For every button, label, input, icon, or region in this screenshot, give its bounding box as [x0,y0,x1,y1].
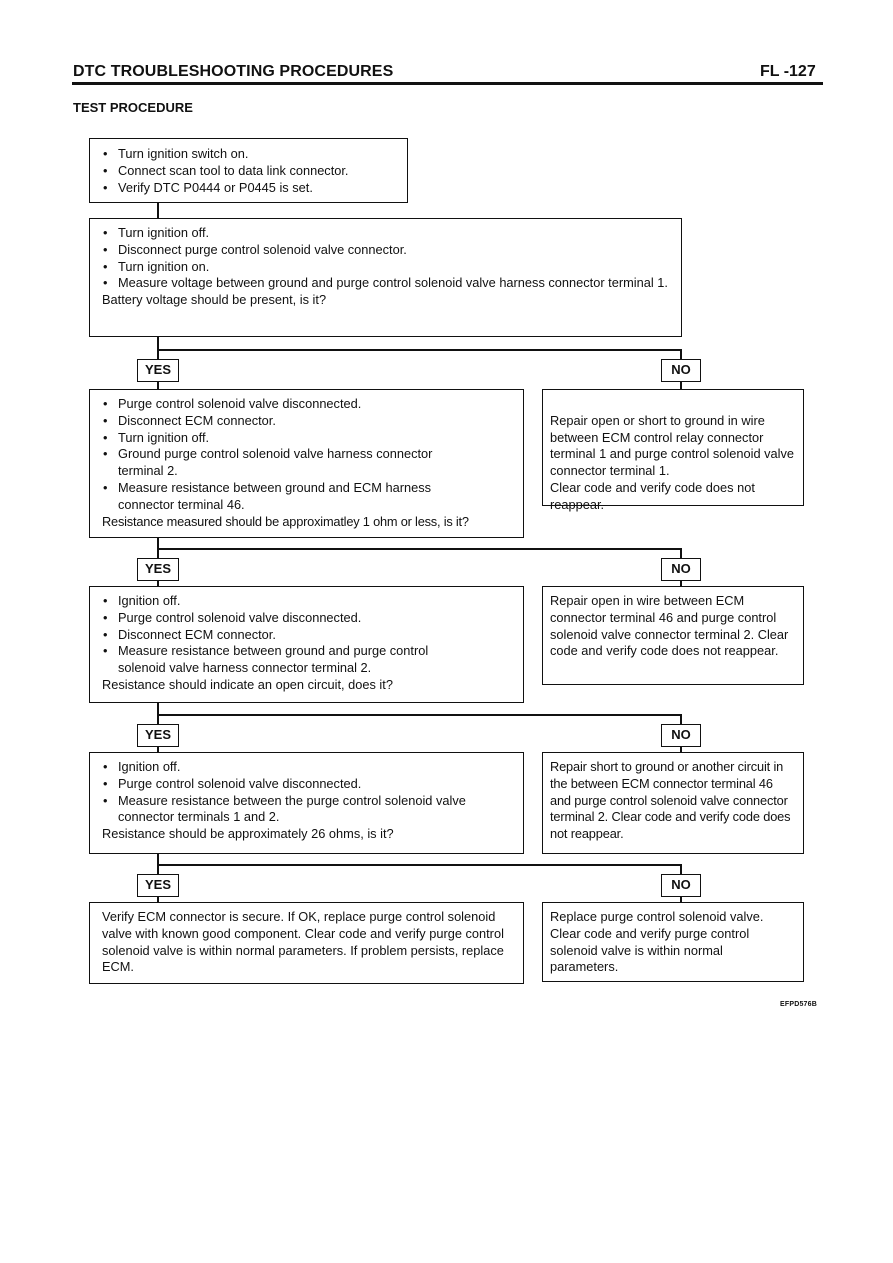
list-item: • Measure resistance between ground and ECM harness connector terminal 46. [102,480,463,514]
step2-question: Resistance measured should be approximatley 1 ohm or less, is it? [102,513,469,529]
no-label: NO [661,724,701,747]
final-yes-action: Verify ECM connector is secure. If OK, replace purge control solenoid valve with known good component. Clear code and verify purge control solenoid valve is within normal parameters. If problem persists, replace ECM. [102,909,504,975]
step2-box [89,389,524,538]
step4-no-action: Repair short to ground or another circuit in the between ECM connector terminal 46 and purge control solenoid valve connector terminal 2. Clear code and verify code does not reappear. [550,759,791,842]
step4-question: Resistance should be approximately 26 ohms, is it? [102,826,394,842]
list-item: • Verify DTC P0444 or P0445 is set. [102,180,399,197]
final-no-action: Replace purge control solenoid valve. Clear code and verify purge control solenoid valve is within normal parameters. [550,909,764,975]
list-item: • Ignition off. [102,759,515,776]
section-title: TEST PROCEDURE [73,100,193,115]
branch-line [157,548,681,550]
connector-line [157,337,159,359]
yes-label: YES [137,359,179,382]
list-item: • Ignition off. [102,593,515,610]
step3-box [89,586,524,703]
list-item: • Connect scan tool to data link connector. [102,163,399,180]
branch-line [157,714,681,716]
step1-box [89,218,682,337]
list-item: • Disconnect purge control solenoid valve connector. [102,242,673,259]
step3-question: Resistance should indicate an open circuit, does it? [102,676,393,692]
final-no-box [542,902,804,982]
start-box [89,138,408,203]
no-label: NO [661,558,701,581]
figure-code: EFPD576B [780,1001,818,1008]
list-item: • Measure voltage between ground and purge control solenoid valve harness connector terminal 1. [102,275,673,292]
list-item: • Disconnect ECM connector. [102,627,515,644]
step3-no-action: Repair open in wire between ECM connector terminal 46 and purge control solenoid valve connector terminal 2. Clear code and verify code does not reappear. [550,593,789,659]
list-item: • Measure resistance between the purge control solenoid valve connector terminals 1 and 2. [102,793,513,827]
list-item: • Turn ignition off. [102,225,673,242]
branch-line [157,864,681,866]
page-number: FL -127 [760,63,816,80]
list-item: • Turn ignition switch on. [102,146,399,163]
connector-line [680,548,682,558]
final-yes-box [89,902,524,984]
step2-no-box [542,389,804,512]
step4-box [89,752,524,854]
yes-label: YES [137,558,179,581]
list-item: • Turn ignition on. [102,259,673,276]
branch-line [157,349,681,351]
header-rule [72,82,823,85]
list-item: • Turn ignition off. [102,430,515,447]
connector-line [680,864,682,874]
step4-no-box [542,752,804,854]
yes-label: YES [137,724,179,747]
page-header-title: DTC TROUBLESHOOTING PROCEDURES [73,63,394,80]
list-item: • Purge control solenoid valve disconnected. [102,776,515,793]
step3-no-box [542,586,804,685]
connector-line [680,714,682,724]
list-item: • Disconnect ECM connector. [102,413,515,430]
no-label: NO [661,359,701,382]
no-label: NO [661,874,701,897]
connector-line [157,203,159,219]
step1-question: Battery voltage should be present, is it? [102,292,327,308]
yes-label: YES [137,874,179,897]
list-item: • Purge control solenoid valve disconnected. [102,396,515,413]
connector-line [680,349,682,359]
step2-no-action: Repair open or short to ground in wire between ECM control relay connector terminal 1 and purge control solenoid valve connector terminal 1. Clear code and verify code does not reappear. [550,412,794,512]
list-item: • Ground purge control solenoid valve harness connector terminal 2. [102,446,463,480]
list-item: • Purge control solenoid valve disconnected. [102,610,515,627]
list-item: • Measure resistance between ground and purge control solenoid valve harness connector terminal 2. [102,643,468,677]
